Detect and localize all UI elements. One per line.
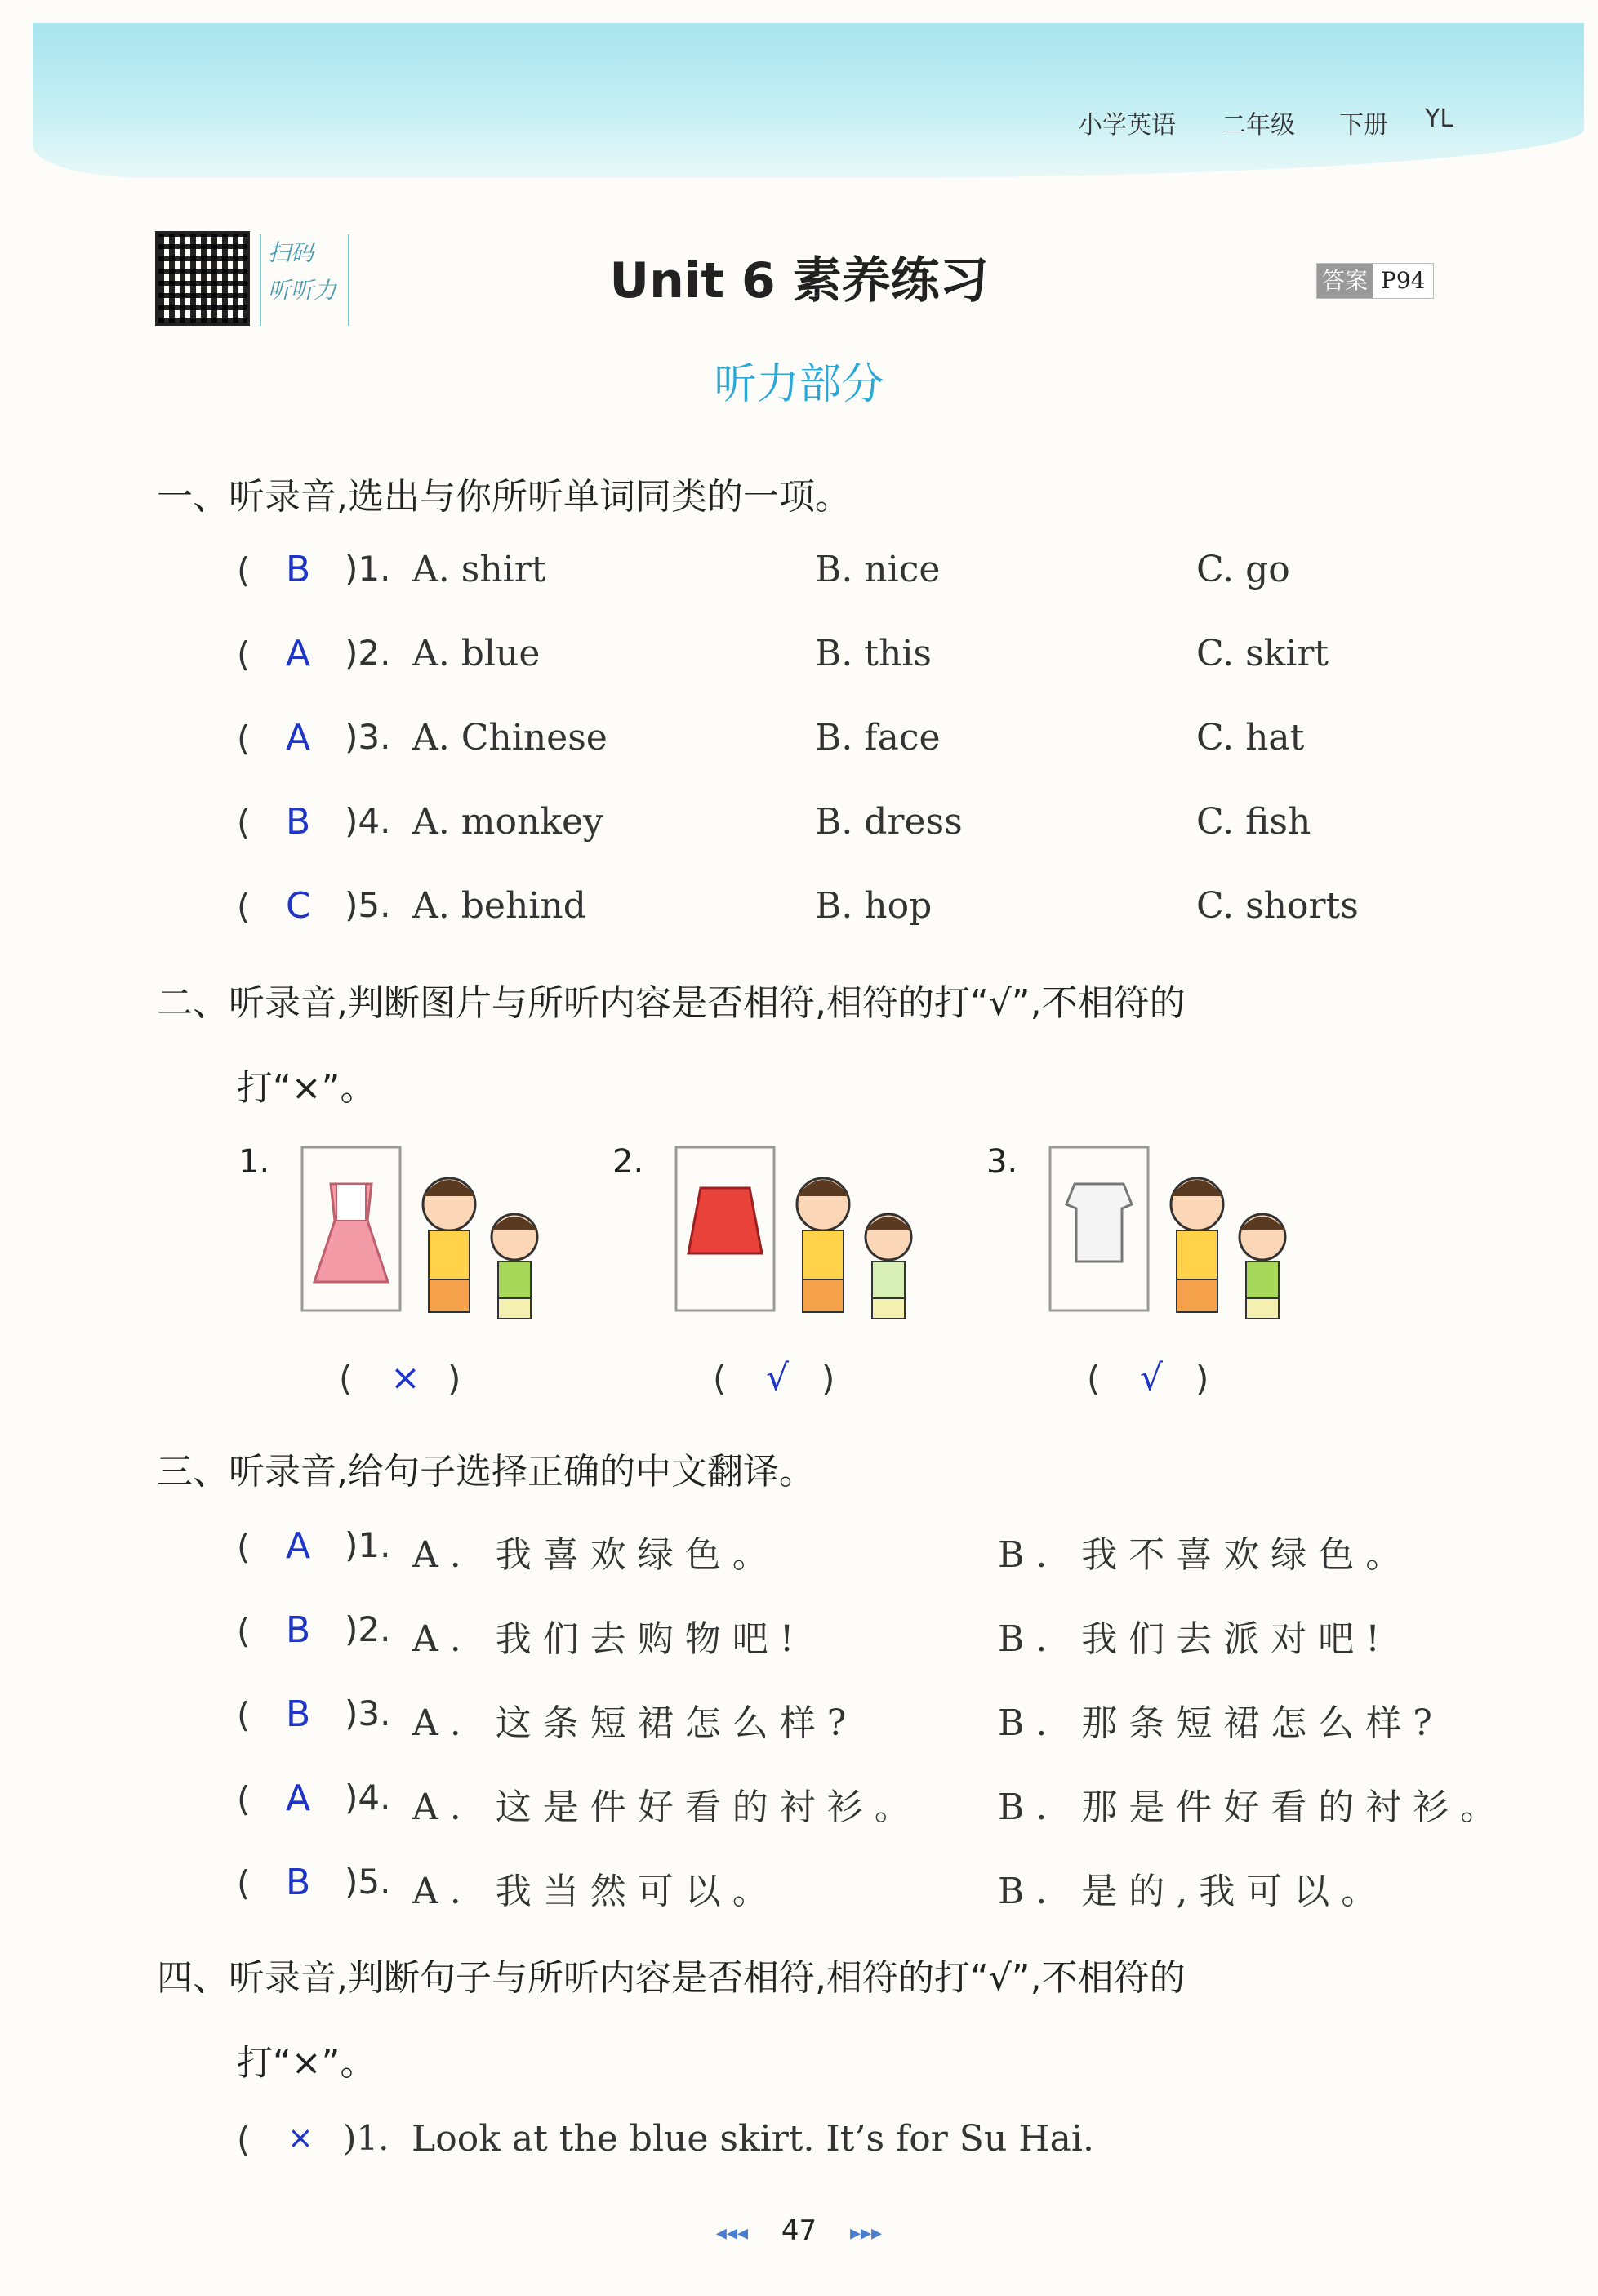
- answer-mark: A: [286, 1778, 311, 1819]
- girls-dress-picture: [269, 1139, 596, 1351]
- section-subtitle: 听力部分: [714, 360, 884, 409]
- paren: ): [821, 1359, 835, 1399]
- item-num: )3.: [345, 717, 391, 757]
- paren: ): [1195, 1359, 1209, 1399]
- option-c: C. fish: [1196, 801, 1311, 843]
- option-a: A. Chinese: [412, 717, 608, 759]
- answer-tag: 答案 P94: [1316, 263, 1434, 299]
- answer-mark: B: [286, 801, 311, 843]
- option-c: C. hat: [1196, 717, 1305, 759]
- paren: ): [447, 1359, 461, 1399]
- header-edition: YL: [1425, 105, 1454, 133]
- option-a: A. 这条短裙怎么样?: [412, 1702, 858, 1744]
- paren: (: [237, 634, 251, 674]
- header-subject: 小学英语: [1078, 111, 1176, 140]
- option-b: B. 那是件好看的衬衫。: [998, 1787, 1508, 1828]
- option-c: C. skirt: [1196, 633, 1329, 674]
- pic-number: 1.: [238, 1143, 270, 1181]
- sec1-heading: 一、听录音,选出与你所听单词同类的一项。: [157, 476, 851, 518]
- answer-mark: A: [286, 633, 311, 674]
- option-a: A. behind: [412, 885, 586, 927]
- paren: (: [237, 887, 251, 927]
- prev-arrows-icon: ◂◂◂: [715, 2221, 749, 2245]
- item-num: )5.: [345, 885, 391, 925]
- option-a: A. blue: [412, 633, 541, 674]
- option-c: C. shorts: [1196, 885, 1359, 927]
- option-b: B. hop: [815, 885, 933, 927]
- option-b: B. dress: [815, 801, 963, 843]
- page-number: 47: [781, 2214, 817, 2247]
- option-b: B. this: [815, 633, 932, 674]
- answer-mark: A: [286, 1525, 311, 1567]
- answer-mark: √: [1140, 1357, 1164, 1399]
- sec4-heading-2: 打“×”。: [237, 2042, 376, 2084]
- answer-mark: B: [286, 1609, 311, 1651]
- option-a: A. monkey: [412, 801, 603, 843]
- item-num: )1.: [343, 2118, 389, 2158]
- answer-mark: B: [286, 1862, 311, 1903]
- sec2-heading-2: 打“×”。: [237, 1067, 376, 1109]
- paren: (: [1087, 1359, 1101, 1399]
- option-b: B. nice: [815, 549, 941, 590]
- paren: (: [237, 719, 251, 759]
- item-num: )2.: [345, 633, 391, 673]
- item-num: )1.: [345, 1525, 391, 1565]
- option-a: A. 我喜欢绿色。: [412, 1534, 780, 1576]
- paren: (: [237, 1611, 251, 1651]
- girls-skirt-picture: [643, 1139, 970, 1351]
- option-a: A. shirt: [412, 549, 546, 590]
- answer-mark: ×: [287, 2120, 314, 2156]
- page-title: Unit 6 素养练习: [609, 252, 989, 309]
- paren: (: [237, 1863, 251, 1903]
- page-footer: [0, 2214, 1598, 2247]
- option-a: A. 我当然可以。: [412, 1871, 780, 1912]
- paren: (: [237, 1695, 251, 1735]
- paren: (: [713, 1359, 727, 1399]
- option-b: B. 那条短裙怎么样?: [998, 1702, 1444, 1744]
- option-b: B. 我不喜欢绿色。: [998, 1534, 1413, 1576]
- scan-listen-label: 扫码 听听力: [260, 234, 349, 326]
- header-banner: [33, 23, 1584, 178]
- answer-mark: B: [286, 1693, 311, 1735]
- paren: (: [339, 1359, 353, 1399]
- paren: (: [237, 2120, 251, 2160]
- sentence: Look at the blue skirt. It’s for Su Hai.: [412, 2118, 1094, 2160]
- pic-number: 2.: [612, 1143, 644, 1181]
- header-term: 下册: [1339, 111, 1388, 140]
- next-arrows-icon: ▸▸▸: [849, 2221, 883, 2245]
- option-b: B. 我们去派对吧!: [998, 1618, 1391, 1660]
- option-a: A. 这是件好看的衬衫。: [412, 1787, 922, 1828]
- paren: (: [237, 1527, 251, 1567]
- answer-mark: ×: [390, 1357, 421, 1399]
- answer-mark: √: [766, 1357, 790, 1399]
- answer-mark: B: [286, 549, 311, 590]
- option-c: C. go: [1196, 549, 1290, 590]
- item-num: )4.: [345, 801, 391, 841]
- sec2-heading-1: 二、听录音,判断图片与所听内容是否相符,相符的打“√”,不相符的: [157, 982, 1186, 1024]
- sec3-heading: 三、听录音,给句子选择正确的中文翻译。: [157, 1451, 815, 1493]
- paren: (: [237, 803, 251, 843]
- girls-shirt-picture: [1017, 1139, 1344, 1351]
- item-num: )3.: [345, 1693, 391, 1733]
- item-num: )2.: [345, 1609, 391, 1649]
- option-b: B. 是的,我可以。: [998, 1871, 1389, 1912]
- sec4-heading-1: 四、听录音,判断句子与所听内容是否相符,相符的打“√”,不相符的: [157, 1957, 1186, 1999]
- item-num: )1.: [345, 549, 391, 589]
- answer-mark: C: [286, 885, 311, 927]
- paren: (: [237, 1779, 251, 1819]
- option-b: B. face: [815, 717, 941, 759]
- item-num: )4.: [345, 1778, 391, 1818]
- item-num: )5.: [345, 1862, 391, 1902]
- option-a: A. 我们去购物吧!: [412, 1618, 806, 1660]
- header-grade: 二年级: [1222, 111, 1295, 140]
- pic-number: 3.: [986, 1143, 1018, 1181]
- paren: (: [237, 550, 251, 590]
- answer-mark: A: [286, 717, 311, 759]
